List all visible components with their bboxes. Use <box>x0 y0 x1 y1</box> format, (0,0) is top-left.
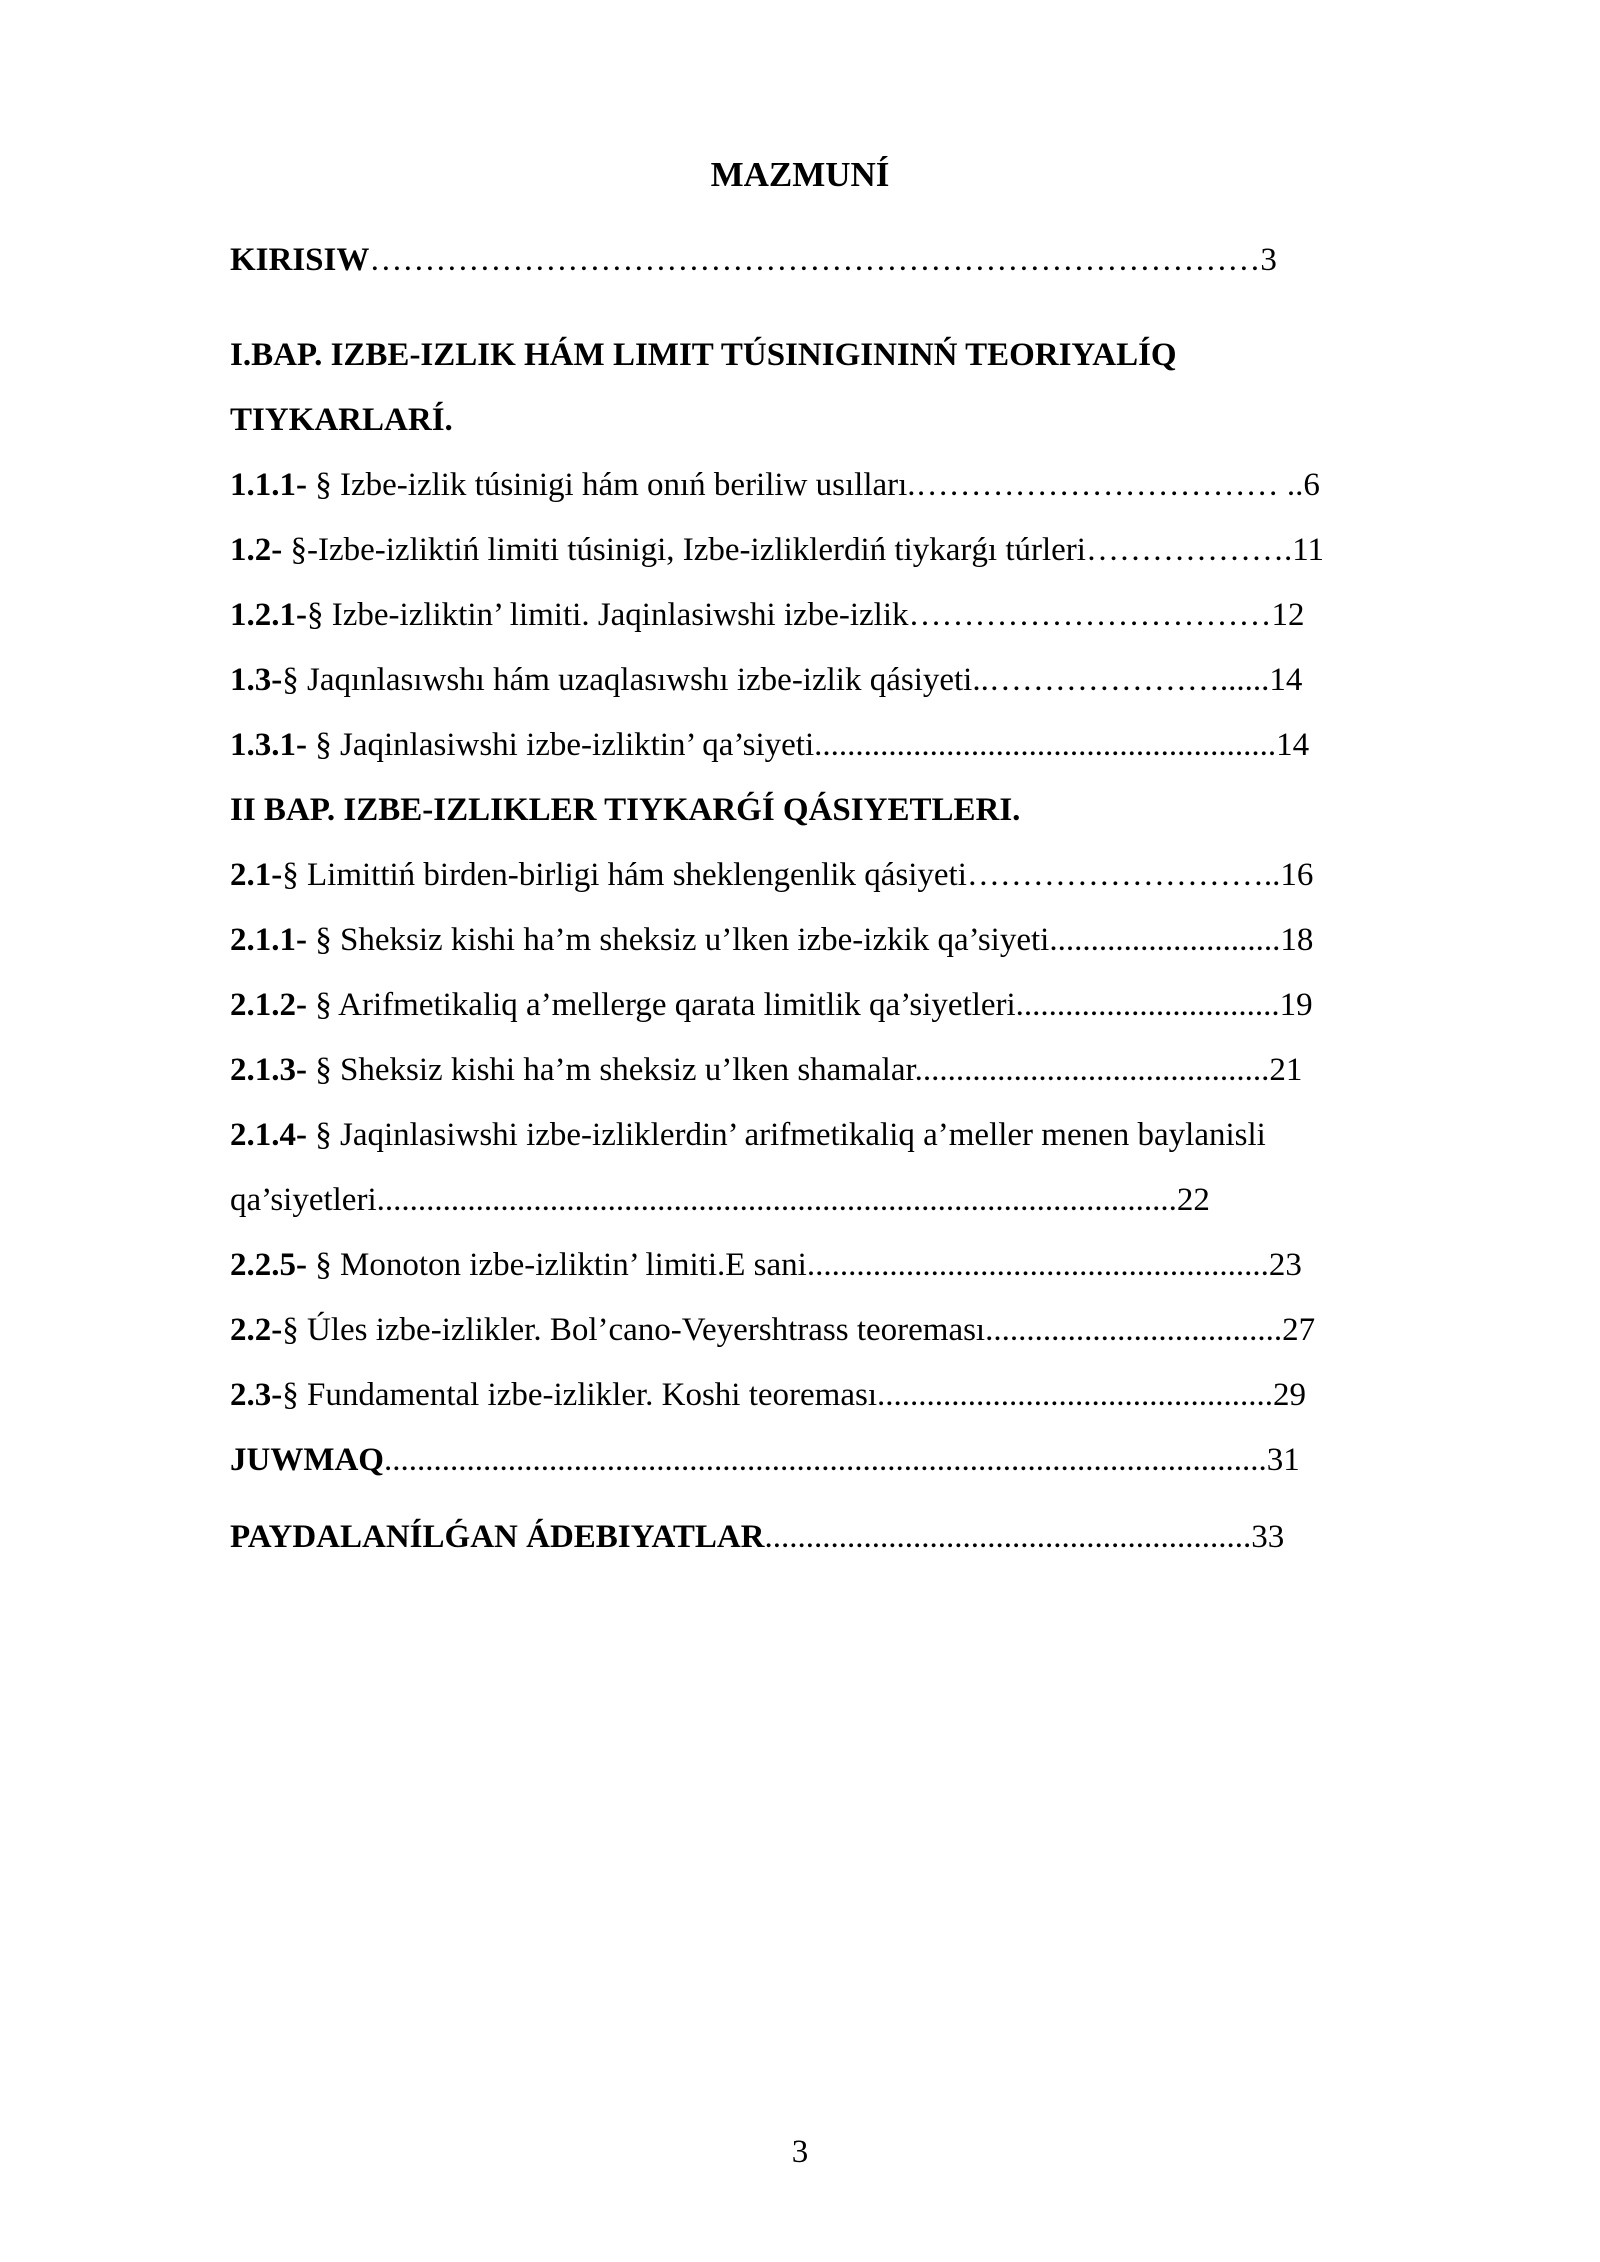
toc-entry-page: 27 <box>1282 1312 1316 1348</box>
toc-chapter-2-title <box>230 778 1490 843</box>
toc-entry-number: 2.2- <box>230 1312 283 1348</box>
toc-entry-number: 2.3- <box>230 1377 283 1413</box>
toc-entry-page: 14 <box>1269 662 1303 698</box>
toc-entry-leader: ........................................................... <box>764 1519 1252 1555</box>
toc-entry-page: 19 <box>1279 987 1313 1023</box>
toc-entry-number: 2.2.5- <box>230 1247 316 1283</box>
toc-entry-number: 2.1.4- <box>230 1117 316 1153</box>
toc-entry-page: 21 <box>1269 1052 1303 1088</box>
toc-entry <box>230 518 1490 583</box>
toc-entry-kirisiw <box>230 228 1490 293</box>
toc-entry-text: KIRISIW <box>230 242 370 278</box>
toc-entry-page: 23 <box>1268 1247 1302 1283</box>
toc-entry-leader: ................................ <box>1015 987 1280 1023</box>
toc-entry-leader: ........................................................................................................... <box>383 1442 1267 1478</box>
toc-entry-number: 2.1.3- <box>230 1052 316 1088</box>
toc-entry-leader: ……………………………………………………………………… <box>369 242 1261 278</box>
toc-entry-text: § Jaqınlasıwshı hám uzaqlasıwshı izbe-izlik qásiyeti.. <box>282 662 989 698</box>
toc-entry-text: § Arifmetikaliq a’mellerge qarata limitlik qa’siyetleri <box>315 987 1016 1023</box>
toc-entry <box>230 453 1490 518</box>
toc-entry-text: § Sheksiz kishi ha’m sheksiz u’lken shamalar <box>315 1052 915 1088</box>
toc-entry-text: § Izbe-izliktin’ limiti. Jaqinlasiwshi izbe-izlik <box>307 597 909 633</box>
toc-entry-text: § Fundamental izbe-izlikler. Koshi teoreması <box>282 1377 878 1413</box>
toc-entry-page: 14 <box>1276 727 1310 763</box>
toc-entry-number: 1.1.1- <box>230 467 316 503</box>
toc-entry-bibliography <box>230 1505 1490 1570</box>
toc-entry-leader: …………………...... <box>988 662 1270 698</box>
toc-entry-text: TIYKARLARÍ. <box>230 402 453 438</box>
toc-entry-text: II BAP. IZBE-IZLIKLER TIYKARǴÍ QÁSIYETLERI. <box>230 792 1021 828</box>
toc-entry-leader: …………………………… .. <box>915 467 1304 503</box>
toc-entry-number: 1.2.1- <box>230 597 307 633</box>
toc-entry <box>230 908 1490 973</box>
toc-entry-page: 18 <box>1280 922 1314 958</box>
page-title: MAZMUNÍ <box>710 155 890 194</box>
toc-entry-page: 29 <box>1273 1377 1307 1413</box>
toc-entry-text: § Jaqinlasiwshi izbe-izliktin’ qa’siyeti <box>315 727 815 763</box>
toc-entry-text: § Úles izbe-izlikler. Bol’cano-Veyershtrass teoreması <box>282 1312 986 1348</box>
toc-entry-juwmaq <box>230 1428 1490 1493</box>
page-number: 3 <box>791 2134 809 2170</box>
toc-entry <box>230 843 1490 908</box>
toc-entry <box>230 1233 1490 1298</box>
toc-entry-leader: ................................................ <box>877 1377 1274 1413</box>
toc-entry-text: § Jaqinlasiwshi izbe-izliklerdin’ arifmetikaliq a’meller menen baylanisli <box>315 1117 1266 1153</box>
toc-entry <box>230 583 1490 648</box>
toc-chapter-1-title-cont <box>230 388 1490 453</box>
toc-entry-leader: ……………………….. <box>966 857 1281 893</box>
toc-entry-page: 3 <box>1260 242 1277 278</box>
toc-entry-leader: ........................................................ <box>814 727 1277 763</box>
toc-entry <box>230 1363 1490 1428</box>
toc-entry <box>230 973 1490 1038</box>
toc-entry-text: I.BAP. IZBE-IZLIK HÁM LIMIT TÚSINIGININŃ TEORIYALÍQ <box>230 337 1177 373</box>
toc-entry-page: 6 <box>1303 467 1320 503</box>
toc-entry-page: 22 <box>1176 1182 1210 1218</box>
toc-entry-number: 1.2- <box>230 532 291 568</box>
toc-entry <box>230 1038 1490 1103</box>
toc-entry-text: § Monoton izbe-izliktin’ limiti.E sani <box>315 1247 807 1283</box>
toc-entry-text: § Sheksiz kishi ha’m sheksiz u’lken izbe-izkik qa’siyeti <box>315 922 1050 958</box>
toc-entry-text: § Limittiń birden-birligi hám sheklengenlik qásiyeti <box>282 857 967 893</box>
toc-entry-number: 2.1.2- <box>230 987 316 1023</box>
toc-chapter-1-title <box>230 323 1490 388</box>
toc-entry <box>230 713 1490 778</box>
toc-entry <box>230 648 1490 713</box>
toc-entry-leader: ................................................................................................. <box>376 1182 1177 1218</box>
toc-entry-leader: …………………………… <box>908 597 1272 633</box>
toc-entry-text: JUWMAQ <box>230 1442 384 1478</box>
toc-entry-text: § Izbe-izlik túsinigi hám onıń beriliw usılları. <box>315 467 916 503</box>
toc-entry-leader: ............................ <box>1049 922 1281 958</box>
toc-entry-leader: .................................... <box>985 1312 1283 1348</box>
toc-entry-leader: ………………. <box>1085 532 1293 568</box>
toc-entry-page: 16 <box>1280 857 1314 893</box>
toc-entry <box>230 1298 1490 1363</box>
toc-entry-page: 11 <box>1292 532 1324 568</box>
toc-entry-text: PAYDALANÍLǴAN ÁDEBIYATLAR <box>230 1519 765 1555</box>
toc-entry-number: 1.3.1- <box>230 727 316 763</box>
toc-entry-text: qa’siyetleri <box>230 1182 377 1218</box>
toc-entry-number: 1.3- <box>230 662 283 698</box>
table-of-contents <box>230 228 1490 1570</box>
toc-entry-text: §-Izbe-izliktiń limiti túsinigi, Izbe-izliklerdiń tiykarǵı túrleri <box>290 532 1086 568</box>
toc-entry-page: 31 <box>1266 1442 1300 1478</box>
toc-entry-leader: ........................................... <box>914 1052 1270 1088</box>
toc-entry-leader: ........................................................ <box>806 1247 1269 1283</box>
toc-entry-continuation <box>230 1168 1490 1233</box>
toc-entry-number: 2.1.1- <box>230 922 316 958</box>
toc-entry-page: 33 <box>1251 1519 1285 1555</box>
toc-entry <box>230 1103 1490 1168</box>
toc-entry-number: 2.1- <box>230 857 283 893</box>
toc-entry-page: 12 <box>1271 597 1305 633</box>
